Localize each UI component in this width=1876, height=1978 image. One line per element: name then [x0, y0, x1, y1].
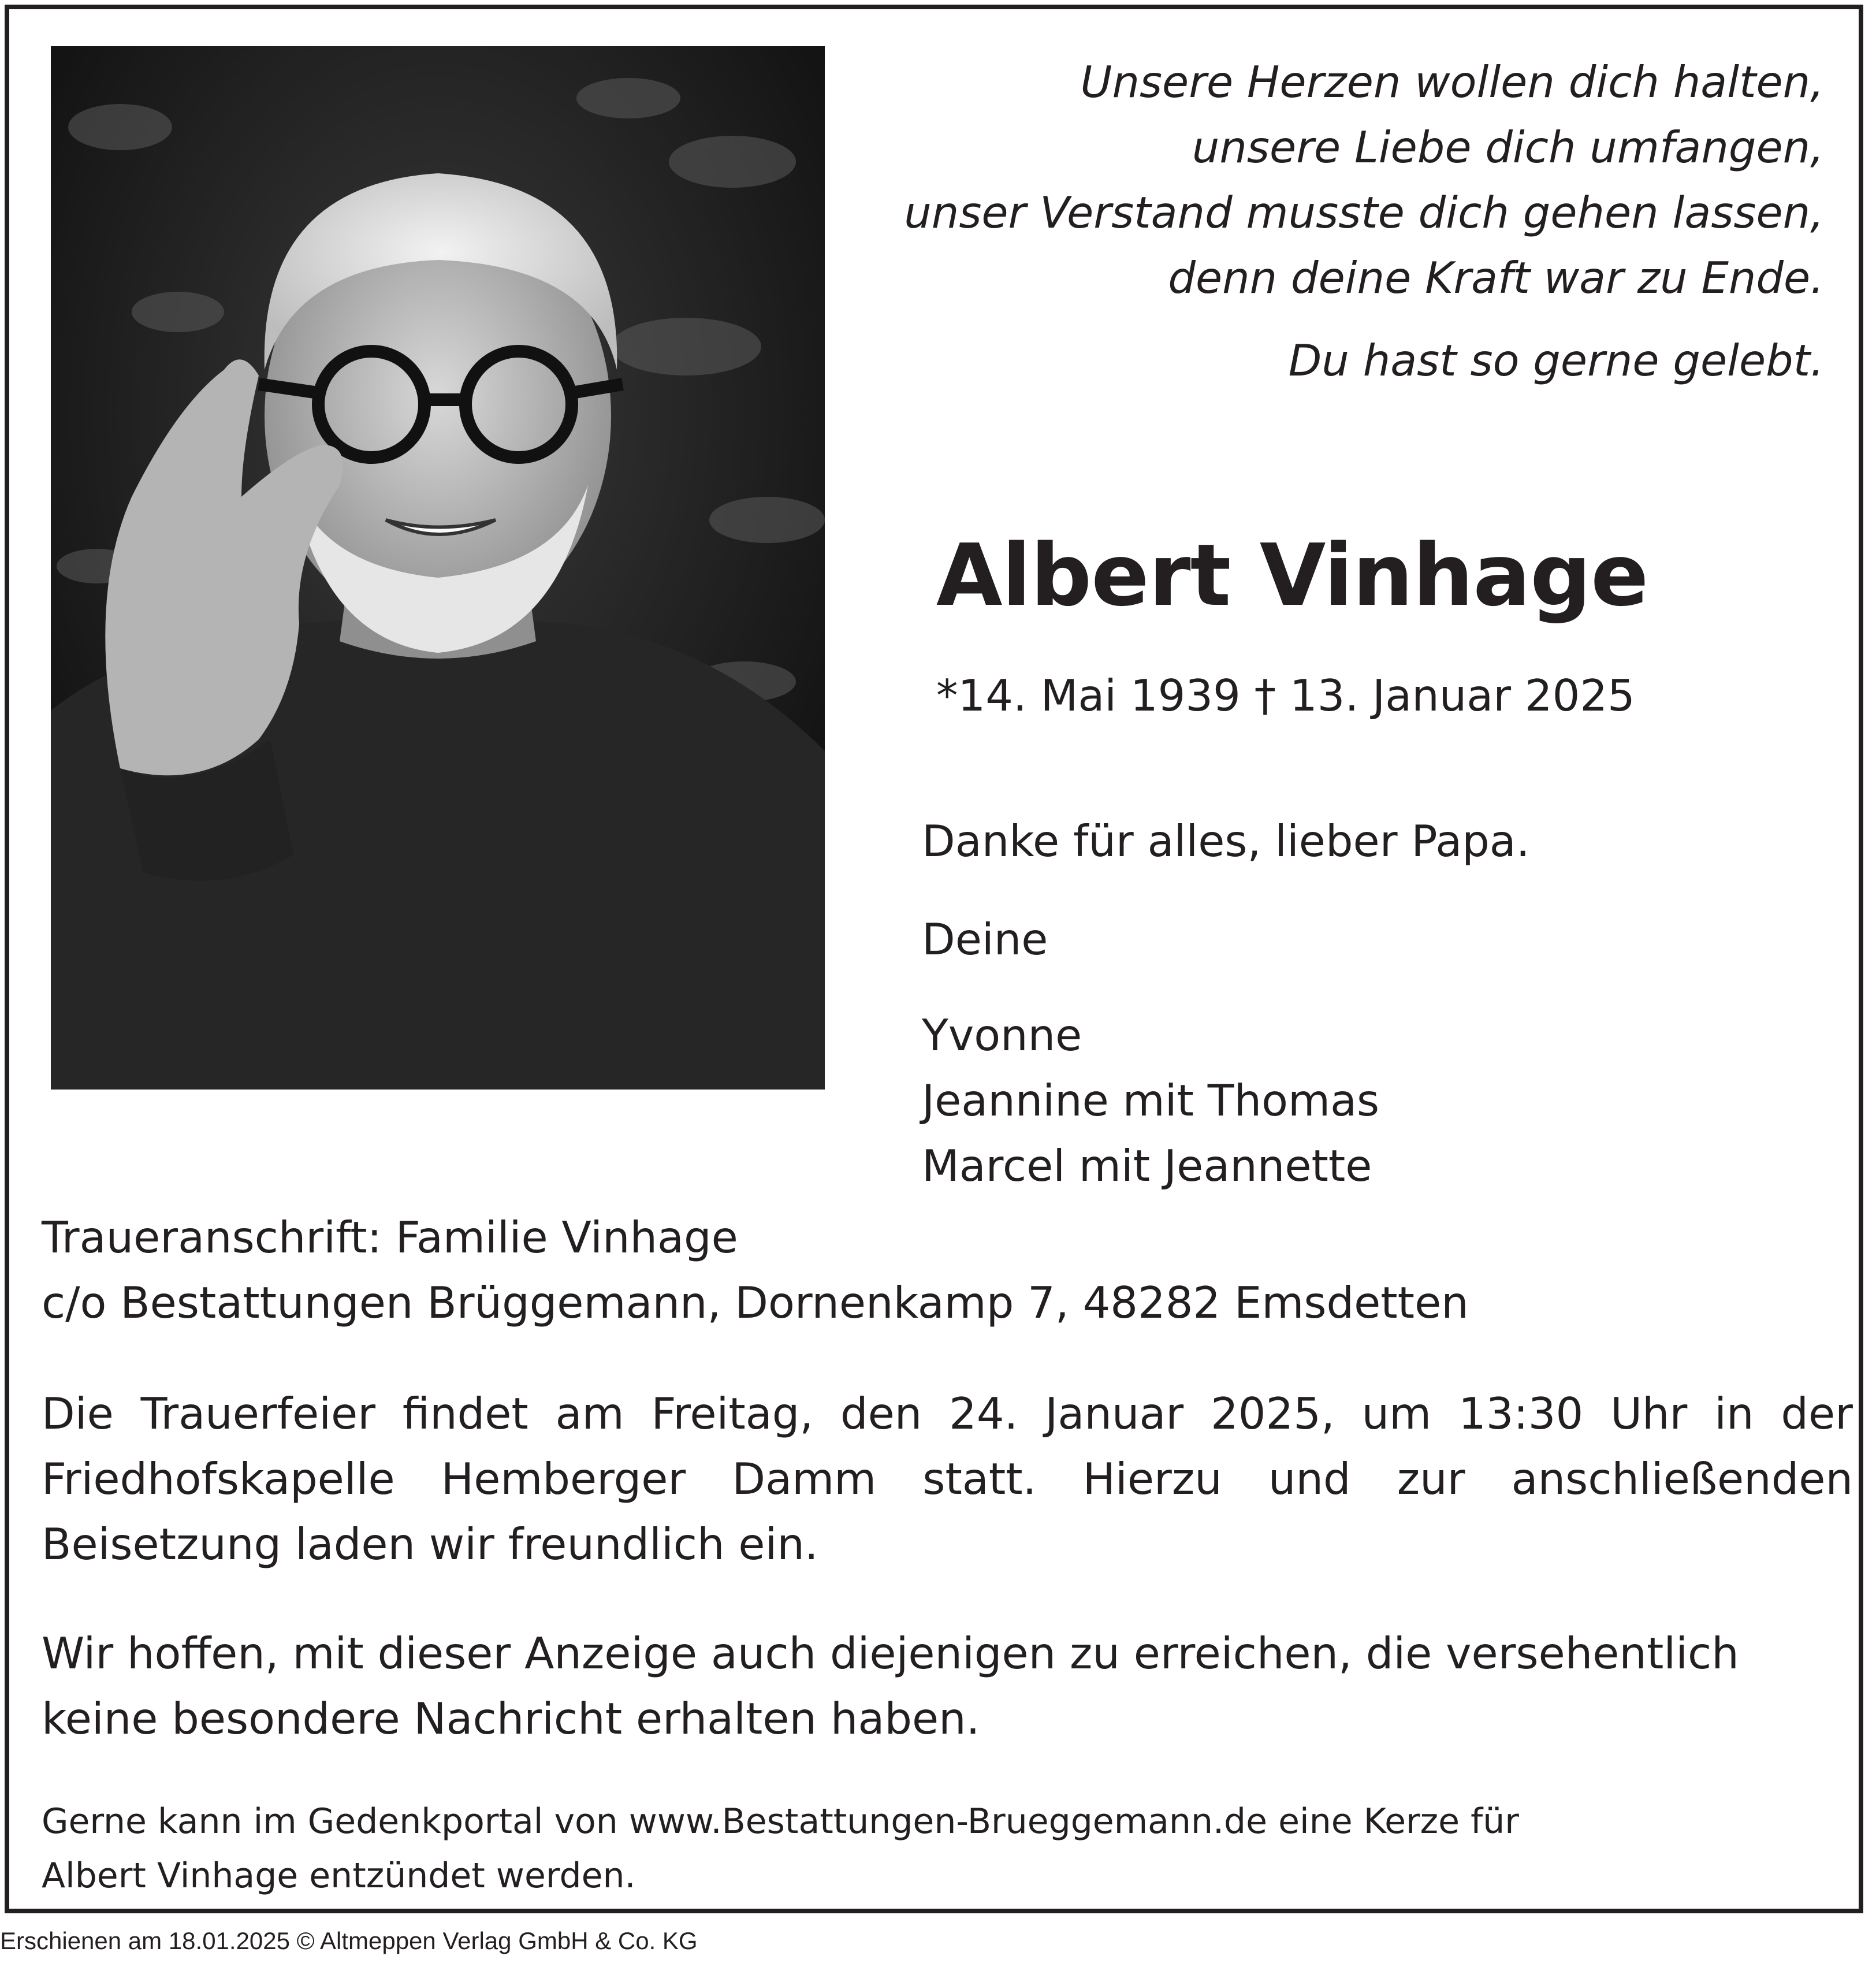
thanks-message: Danke für alles, lieber Papa. [922, 816, 1530, 867]
candle-line: Albert Vinhage entzündet werden. [42, 1856, 636, 1896]
poem-closing: Du hast so gerne gelebt. [1288, 335, 1824, 386]
family-member: Marcel mit Jeannette [922, 1140, 1372, 1191]
ceremony-line: Die Trauerfeier findet am Freitag, den 24. Januar 2025, um 13:30 Uhr in der [42, 1388, 1853, 1439]
notice-line: keine besondere Nachricht erhalten haben. [42, 1693, 980, 1744]
portrait-photo [51, 46, 825, 1090]
address-line: c/o Bestattungen Brüggemann, Dornenkamp 7, 48282 Emsdetten [42, 1277, 1469, 1328]
candle-line: Gerne kann im Gedenkportal von www.Bestattungen-Brueggemann.de eine Kerze für [42, 1801, 1519, 1842]
address-line: Traueranschrift: Familie Vinhage [42, 1212, 738, 1263]
signature-intro: Deine [922, 914, 1048, 965]
family-member: Yvonne [922, 1010, 1082, 1061]
notice-text [42, 1621, 1739, 1752]
life-dates: *14. Mai 1939 † 13. Januar 2025 [936, 670, 1635, 721]
poem-line: unsere Liebe dich umfangen, [1192, 122, 1824, 173]
portrait-illustration [51, 46, 825, 1090]
family-member: Jeannine mit Thomas [922, 1075, 1380, 1126]
candle-portal-text [42, 1794, 1519, 1903]
ceremony-line: Beisetzung laden wir freundlich ein. [42, 1519, 818, 1570]
obituary-frame [5, 5, 1863, 1913]
deceased-name: Albert Vinhage [936, 526, 1648, 625]
ceremony-line: Friedhofskapelle Hemberger Damm statt. Hierzu und zur anschließenden [42, 1453, 1853, 1504]
poem-line: Unsere Herzen wollen dich halten, [1080, 57, 1824, 107]
notice-line: Wir hoffen, mit dieser Anzeige auch diejenigen zu erreichen, die versehentlich [42, 1628, 1739, 1679]
mourning-address [42, 1205, 1469, 1336]
ceremony-info [42, 1381, 1853, 1577]
family-list [922, 1003, 1379, 1199]
publication-footer: Erschienen am 18.01.2025 © Altmeppen Verlag GmbH & Co. KG [0, 1927, 698, 1954]
poem-line: denn deine Kraft war zu Ende. [1168, 252, 1824, 303]
poem-line: unser Verstand musste dich gehen lassen, [904, 187, 1824, 238]
poem [842, 50, 1824, 393]
